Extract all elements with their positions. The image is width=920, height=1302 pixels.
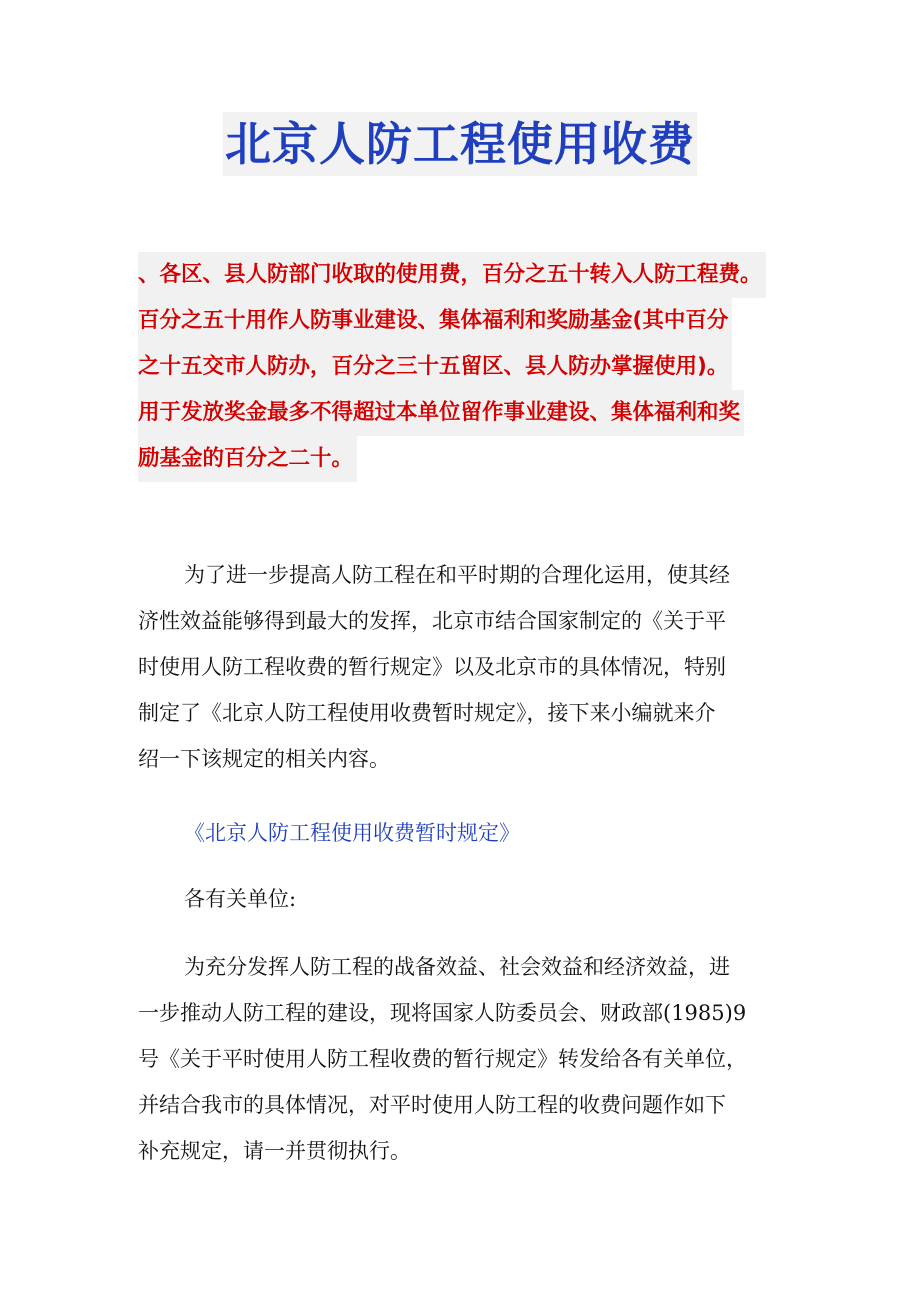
paragraph-line: 并结合我市的具体情况，对平时使用人防工程的收费问题作如下 (138, 1093, 726, 1117)
paragraph-line: 号《关于平时使用人防工程收费的暂行规定》转发给各有关单位， (138, 1047, 747, 1071)
paragraph-line: 制定了《北京人防工程使用收费暂时规定》，接下来小编就来介 (138, 701, 716, 725)
highlight-line: 之十五交市人防办，百分之三十五留区、县人防办掌握使用)。 (138, 344, 732, 390)
paragraph-line: 为充分发挥人防工程的战备效益、社会效益和经济效益，进 (184, 955, 730, 979)
highlight-line: 用于发放奖金最多不得超过本单位留作事业建设、集体福利和奖 (138, 390, 744, 436)
document-title: 北京人防工程使用收费 (223, 112, 697, 176)
highlight-line: 百分之五十用作人防事业建设、集体福利和奖励基金(其中百分 (138, 298, 732, 344)
paragraph-line: 为了进一步提高人防工程在和平时期的合理化运用，使其经 (184, 563, 730, 587)
salutation: 各有关单位: (184, 887, 297, 911)
paragraph-line: 绍一下该规定的相关内容。 (138, 747, 390, 771)
body-paragraph (138, 944, 788, 1174)
salutation-block (138, 876, 788, 922)
paragraph-line: 补充规定，请一并贯彻执行。 (138, 1139, 411, 1163)
paragraph-line: 时使用人防工程收费的暂行规定》以及北京市的具体情况，特别 (138, 655, 726, 679)
highlight-line: 、各区、县人防部门收取的使用费，百分之五十转入人防工程费。 (138, 252, 766, 298)
regulation-heading: 《北京人防工程使用收费暂时规定》 (184, 821, 520, 845)
paragraph-line: 一步推动人防工程的建设，现将国家人防委员会、财政部(1985)9 (138, 1001, 747, 1025)
highlight-line: 励基金的百分之二十。 (138, 436, 357, 482)
title-wrapper (0, 112, 920, 176)
highlighted-excerpt (138, 252, 782, 482)
intro-paragraph (138, 552, 788, 782)
paragraph-line: 济性效益能够得到最大的发挥，北京市结合国家制定的《关于平 (138, 609, 726, 633)
regulation-heading-block (138, 810, 788, 856)
